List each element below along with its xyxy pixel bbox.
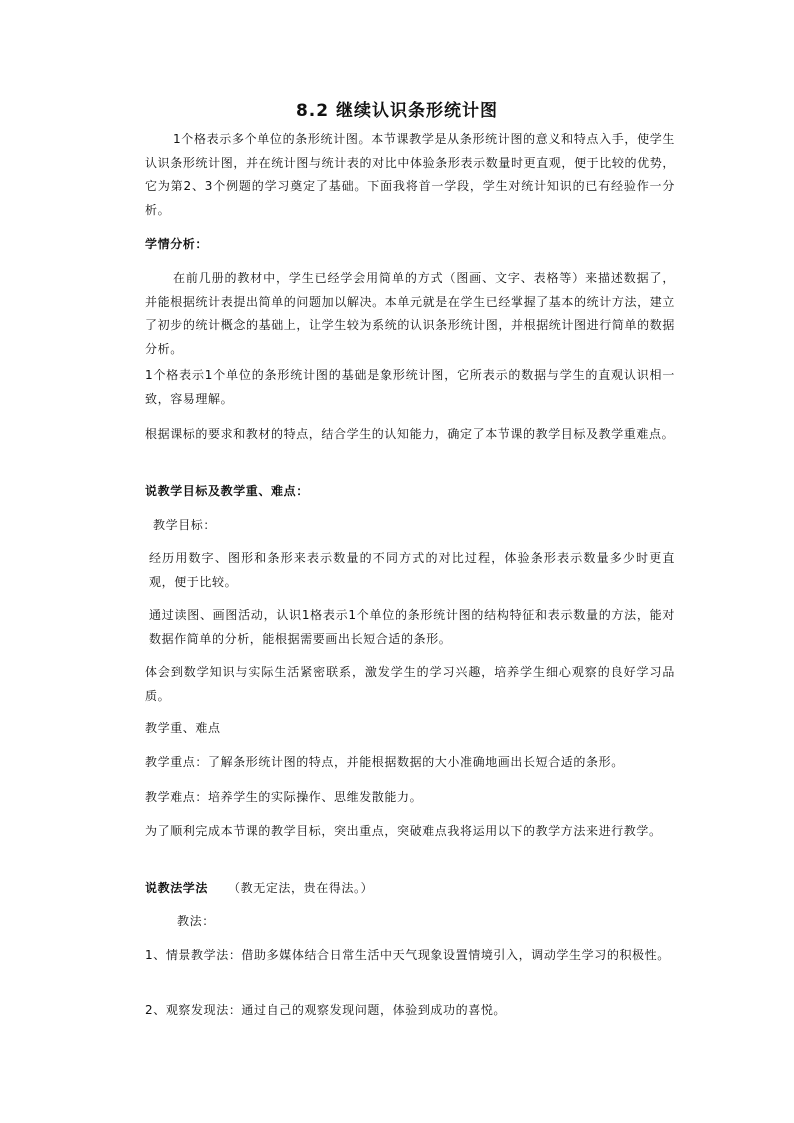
difficult-point: 教学难点：培养学生的实际操作、思维发散能力。 bbox=[145, 790, 423, 804]
learner-analysis-paragraph-3: 根据课标的要求和教材的特点，结合学生的认知能力，确定了本节课的教学目标及教学重难点。 bbox=[145, 427, 675, 441]
learner-analysis-heading: 学情分析： bbox=[145, 237, 209, 251]
key-difficult-heading: 教学重、难点 bbox=[145, 721, 221, 735]
method-heading: 说教法学法 bbox=[145, 881, 209, 895]
teaching-goals-subheading: 教学目标： bbox=[153, 518, 217, 532]
method-heading-line bbox=[145, 877, 675, 901]
goal-item-2: 通过读图、画图活动，认识1格表示1个单位的条形统计图的结构特征和表示数量的方法，能对数据作简单的分析，能根据需要画出长短合适的条形。 bbox=[149, 608, 675, 646]
learner-analysis-paragraph-1: 在前几册的教材中，学生已经学会用简单的方式（图画、文字、表格等）来描述数据了，并能根据统计表提出简单的问题加以解决。本单元就是在学生已经掌握了基本的统计方法，建立了初步的统计概念的基础上，让学生较为系统的认识条形统计图，并根据统计图进行简单的数据分析。 bbox=[145, 271, 675, 356]
goal-item-1: 经历用数字、图形和条形来表示数量的不同方式的对比过程，体验条形表示数量多少时更直观，便于比较。 bbox=[149, 551, 675, 589]
method-item-1: 1、情景教学法：借助多媒体结合日常生活中天气现象设置情境引入，调动学生学习的积极性。 bbox=[145, 948, 670, 962]
method-note: （教无定法，贵在得法。） bbox=[228, 881, 374, 895]
learner-analysis-paragraph-2: 1个格表示1个单位的条形统计图的基础是象形统计图，它所表示的数据与学生的直观认识相一致，容易理解。 bbox=[145, 368, 675, 406]
method-item-2: 2、观察发现法：通过自己的观察发现问题，体验到成功的喜悦。 bbox=[145, 1003, 507, 1017]
intro-paragraph: 1个格表示多个单位的条形统计图。本节课教学是从条形统计图的意义和特点入手，使学生认识条形统计图，并在统计图与统计表的对比中体验条形表示数量时更直观，便于比较的优势，它为第2、3个例题的学习奠定了基础。下面我将首一学段，学生对统计知识的已有经验作一分析。 bbox=[145, 132, 675, 217]
teaching-method-label: 教法： bbox=[177, 914, 215, 928]
page-title: 8.2 继续认识条形统计图 bbox=[295, 101, 499, 121]
teaching-goals-heading: 说教学目标及教学重、难点： bbox=[145, 484, 309, 498]
key-point: 教学重点：了解条形统计图的特点，并能根据数据的大小准确地画出长短合适的条形。 bbox=[145, 755, 624, 769]
goal-item-3: 体会到数学知识与实际生活紧密联系，激发学生的学习兴趣，培养学生细心观察的良好学习品质。 bbox=[145, 665, 675, 703]
method-intro-paragraph: 为了顺利完成本节课的教学目标，突出重点，突破难点我将运用以下的教学方法来进行教学。 bbox=[145, 824, 662, 838]
